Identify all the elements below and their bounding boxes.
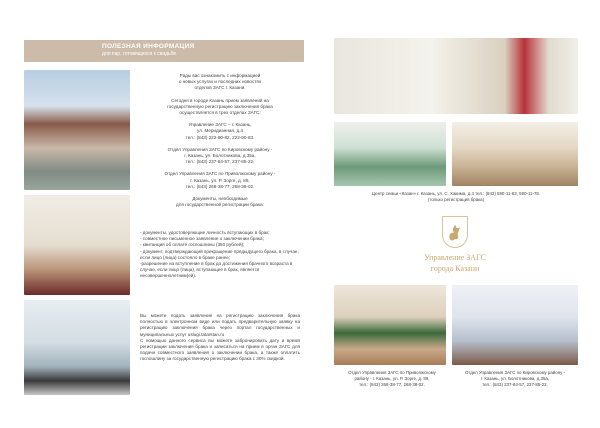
intro-line: о новых услугах и последних новостях bbox=[178, 79, 262, 85]
office-line: тел.: (843) 222-90-82, 222-90-83. bbox=[185, 134, 255, 140]
logo-text-line: города Казани bbox=[430, 264, 480, 273]
office-line: Отдел Управления ЗАГС по Приволжскому району - bbox=[164, 171, 276, 177]
logo-caption bbox=[400, 252, 510, 274]
photo-registration-hall-2 bbox=[452, 122, 578, 186]
docs-title: Документы, необходимые bbox=[192, 196, 248, 202]
docs-list bbox=[140, 230, 300, 280]
photo-ceremony-hall bbox=[334, 38, 578, 114]
office-line: ул. Меридианная, д.4 bbox=[197, 128, 243, 134]
dragon-icon bbox=[446, 221, 464, 243]
service-paragraph: С помощью данного сервиса вы можете забронировать дату и время регистрации заключения брака и записаться на прием в орган ЗАГС для подачи совместного заявления о заключении брака, а также оплатить госпошлину за государственную регистрацию брака с 30% скидкой. bbox=[140, 337, 300, 362]
doc-item: - квитанция об оплате госпошлины (350 рублей); bbox=[140, 242, 245, 248]
doc-item: - документ, подтверждающий прекращение предыдущего брака, в случае, если лицо (лица) состояло в браке ранее; bbox=[140, 248, 299, 260]
caption-line: (только регистрация брака) bbox=[427, 196, 485, 202]
doc-item: -разрешение на вступление в брак до достижения брачного возраста в случае, если лицо (лица), вступающее в брак, является несовершеннолетним(ей). bbox=[140, 261, 293, 279]
photo-privolzhsky-office bbox=[334, 285, 446, 365]
office-line: г. Казань, ул. Р. Зорге, д. 89, bbox=[190, 177, 250, 183]
intro-line: Рады вас ознакомить с информацией bbox=[179, 73, 261, 78]
photo-kirovsky-office bbox=[452, 285, 578, 365]
header-subtitle: для пар, готовящихся к свадьбе bbox=[102, 51, 177, 57]
office-line: тел.: (843) 268-38-77, 268-38-02. bbox=[185, 183, 255, 189]
caption-line: Отдел Управления ЗАГС по Кировскому району - bbox=[464, 370, 566, 375]
intro-text bbox=[140, 73, 300, 208]
doc-item: - документы, удостоверяющие личность вступающих в брак; bbox=[140, 230, 270, 235]
office-line: Управление ЗАГС – г. Казань, bbox=[188, 122, 252, 128]
doc-item: - совместное письменное заявление о заключении брака; bbox=[140, 236, 264, 242]
caption-line: району - г. Казань, ул. Р. Зорге, д. 89, bbox=[354, 375, 430, 381]
caption-line: тел.: (843) 237-84-57, 237-85-22. bbox=[482, 381, 548, 387]
today-line: осуществляется в трех отделах ЗАГС: bbox=[179, 110, 261, 116]
office-line: тел.: (843) 237-84-57, 237-85-22. bbox=[185, 159, 255, 165]
office-line: г. Казань, ул. Болотникова, д.35а, bbox=[184, 153, 256, 159]
privolzh-caption bbox=[334, 370, 450, 387]
caption-line: тел.: (843) 268-38-77, 268-38-02. bbox=[359, 381, 425, 387]
photo-waiting-hall bbox=[24, 300, 130, 395]
intro-line: отделов ЗАГС г. Казани. bbox=[194, 85, 246, 91]
center-caption bbox=[334, 191, 578, 203]
kirov-caption bbox=[452, 370, 578, 387]
kazan-coat-of-arms-logo bbox=[442, 216, 468, 248]
caption-line: Отдел Управления ЗАГС по Приволжскому bbox=[348, 370, 436, 375]
logo-text-line: Управление ЗАГС bbox=[424, 253, 486, 262]
photo-registration-hall-1 bbox=[334, 122, 446, 186]
caption-line: г. Казань, ул. Болотникова, д.35а, bbox=[480, 375, 550, 381]
today-line: государственную регистрацию заключения брака bbox=[167, 103, 273, 109]
caption-line: Центр семьи «Казан» г. Казань, ул. С. Хакима, д.4 тел.: (843) 590-11-63, 590-11-78. bbox=[371, 191, 541, 196]
header-title: ПОЛЕЗНАЯ ИНФОРМАЦИЯ bbox=[102, 43, 195, 50]
office-line: Отдел Управления ЗАГС по Кировскому району - bbox=[167, 146, 273, 152]
portal-text bbox=[140, 313, 300, 363]
photo-family-center-building bbox=[24, 70, 130, 190]
portal-paragraph: Вы можете подать заявление на регистрацию заключения брака полностью в электронном виде или подать предварительную заявку на регистрацию заключения брака через портал государственных и муниципальных услуг uslugi.tatarstan.ru bbox=[140, 313, 300, 337]
docs-title: для государственной регистрации брака: bbox=[176, 202, 264, 208]
info-header-band bbox=[24, 40, 304, 62]
photo-office-interior bbox=[24, 195, 130, 295]
today-line: Сегодня в городе Казань прием заявлений на bbox=[171, 97, 269, 103]
